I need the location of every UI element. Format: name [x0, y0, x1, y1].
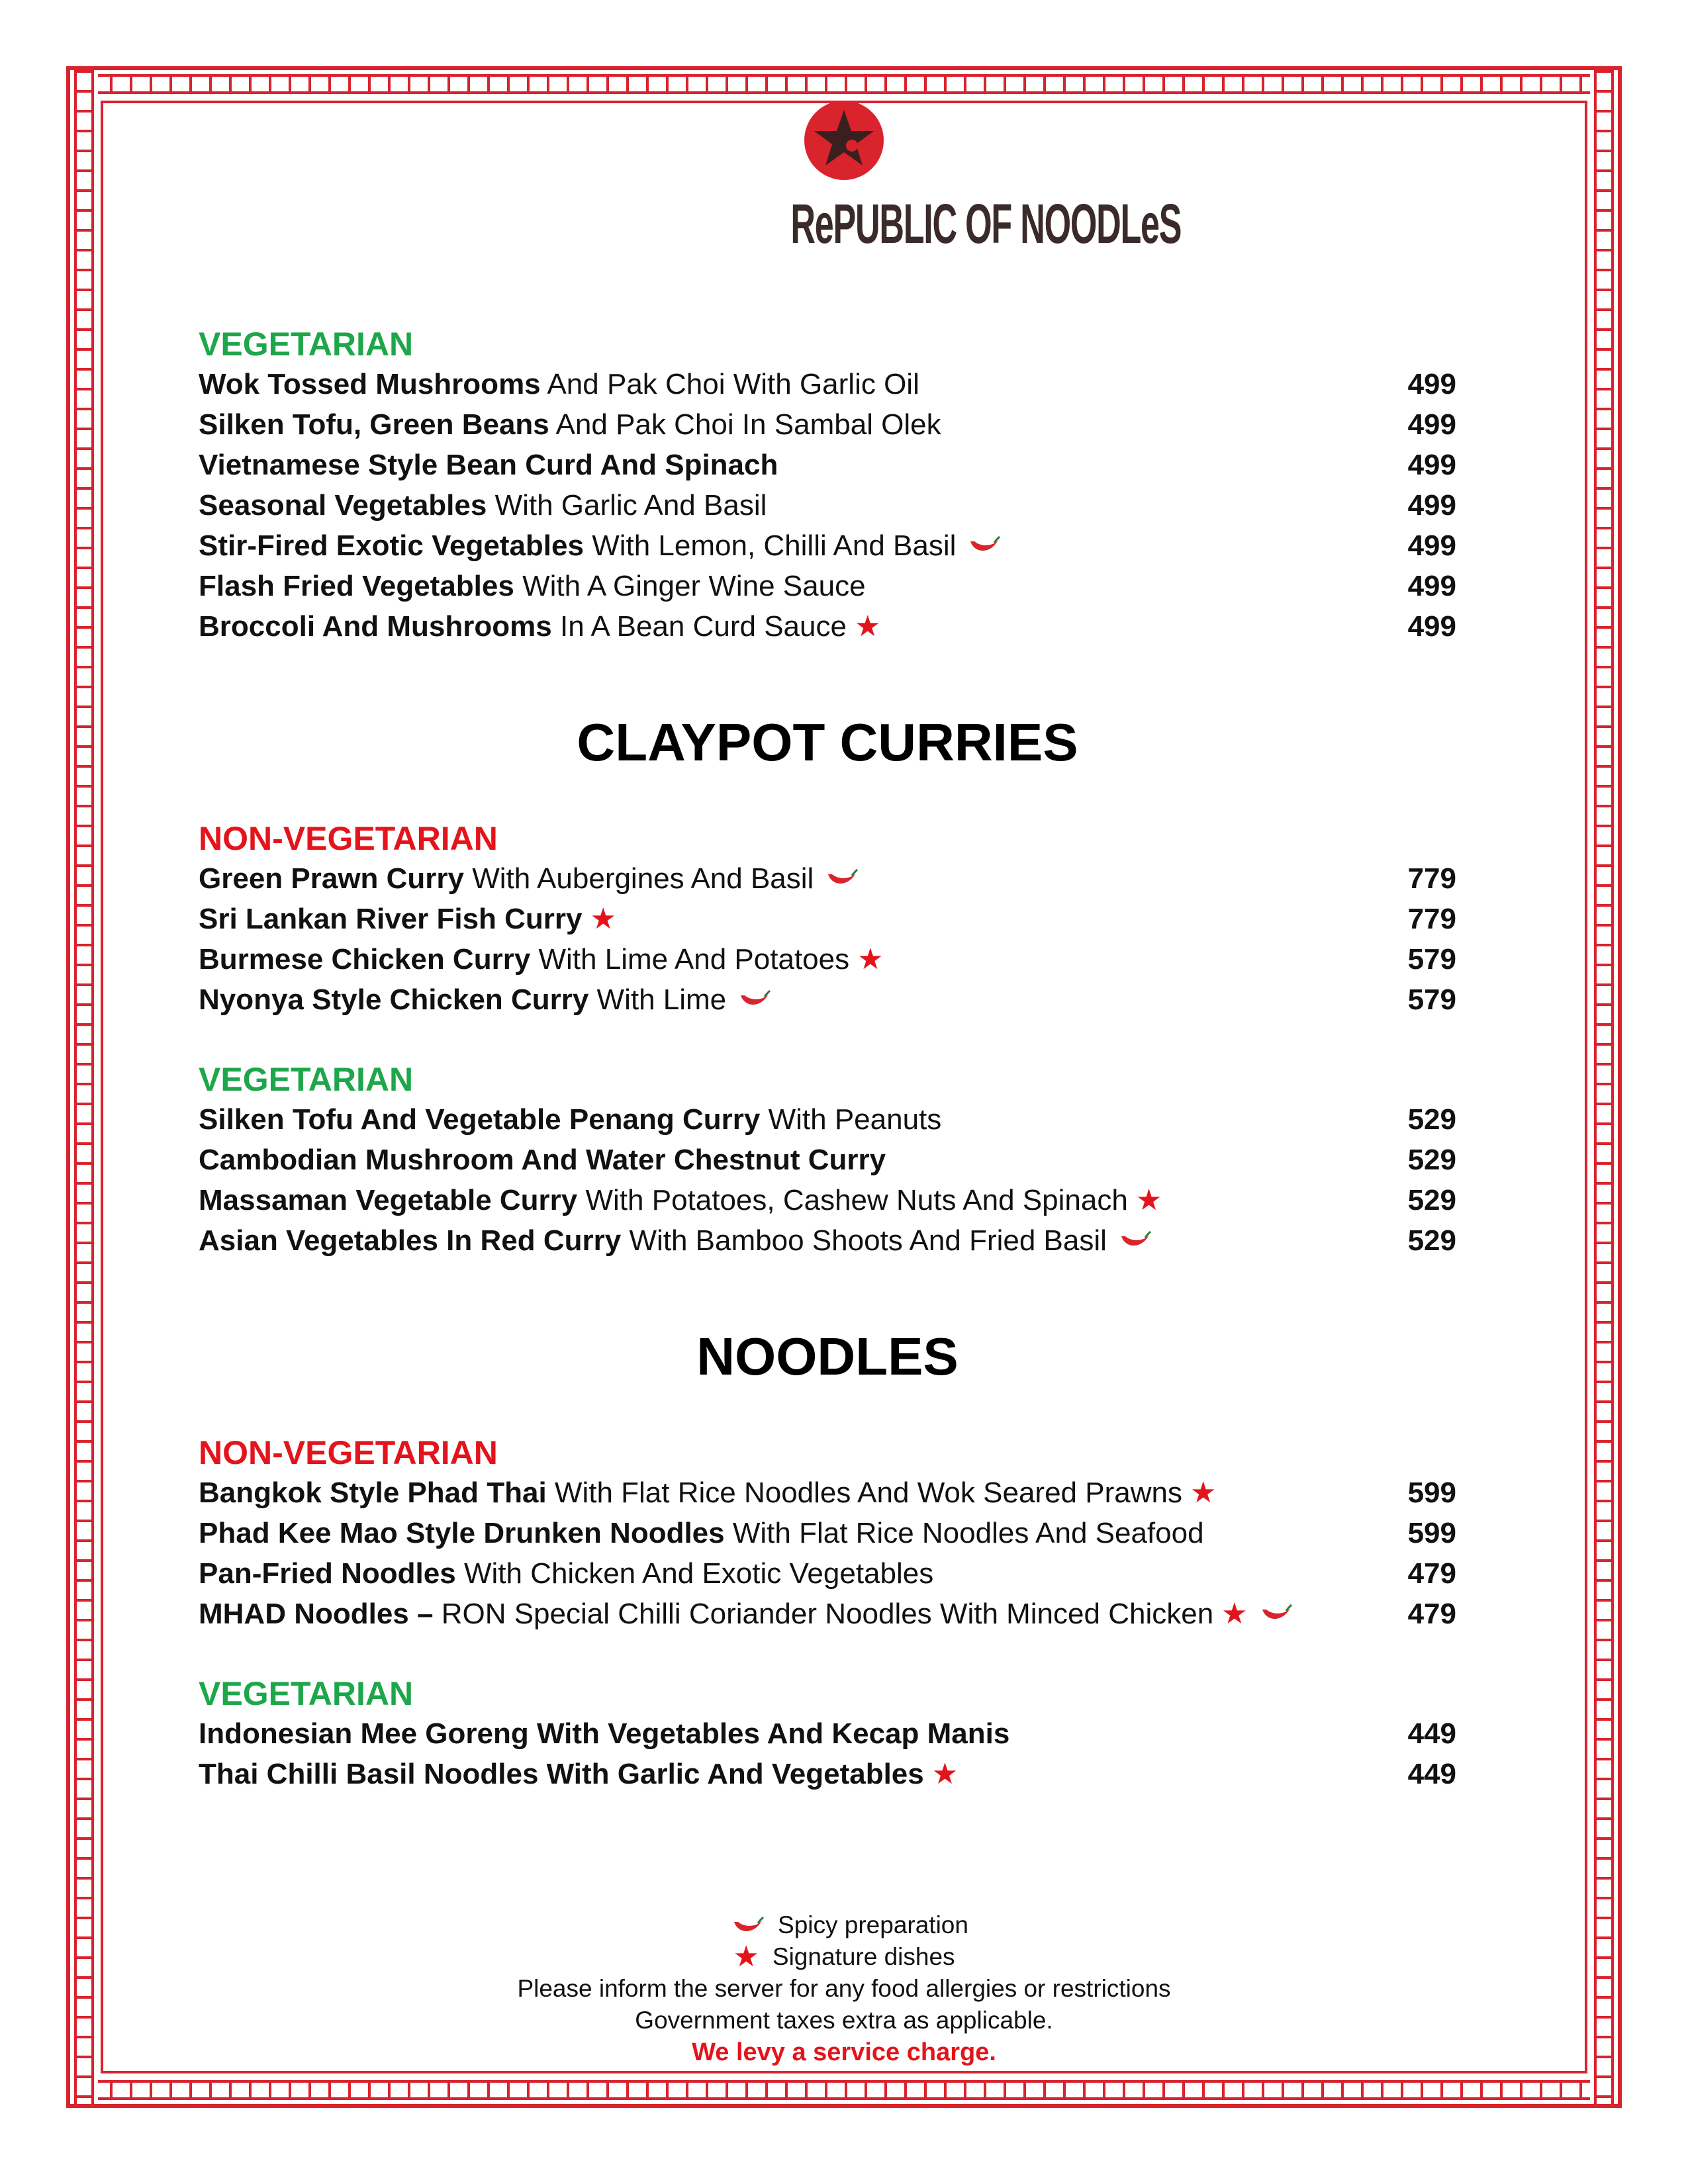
- border-left: [70, 70, 98, 2104]
- menu-item-row: [199, 1473, 1456, 1513]
- menu-item-row: [199, 1594, 1456, 1634]
- dish-price: 499: [1407, 610, 1456, 643]
- dish-name: [199, 1477, 1182, 1510]
- dish-name: [199, 1598, 1213, 1631]
- dish-name: [199, 368, 919, 401]
- allergy-note: Please inform the server for any food allergies or restrictions: [517, 1975, 1171, 2002]
- dish-name: [199, 1557, 933, 1590]
- dish-price: 529: [1407, 1103, 1456, 1136]
- star-icon: ★: [854, 610, 881, 643]
- menu-item-row: [199, 1220, 1456, 1261]
- dish-name: [199, 1224, 1107, 1257]
- menu-item-row: [199, 939, 1456, 979]
- dish-title: Stir-Fired Exotic Vegetables: [199, 529, 584, 562]
- dish-description: RON Special Chilli Coriander Noodles With Minced Chicken: [433, 1597, 1214, 1630]
- menu-item-row: [199, 1099, 1456, 1140]
- dish-description: With Potatoes, Cashew Nuts And Spinach: [577, 1183, 1128, 1216]
- dish-title: Silken Tofu And Vegetable Penang Curry: [199, 1103, 761, 1136]
- menu-item-row: [199, 1713, 1456, 1754]
- chilli-icon: [720, 1909, 765, 1941]
- dish-price: 479: [1407, 1598, 1456, 1630]
- category-heading: VEGETARIAN: [199, 1061, 414, 1098]
- logo-wordmark: RePUBLIC OF NOODLeS: [790, 193, 1182, 255]
- dish-title: Green Prawn Curry: [199, 862, 465, 895]
- dish-price: 529: [1407, 1184, 1456, 1216]
- menu-item-row: [199, 858, 1456, 899]
- menu-item-row: [199, 525, 1456, 566]
- dish-description: And Pak Choi With Garlic Oil: [540, 367, 919, 400]
- menu-item-row: [199, 1553, 1456, 1594]
- legend-signature-label: Signature dishes: [772, 1943, 955, 1970]
- section-title: NOODLES: [696, 1327, 959, 1386]
- star-icon: ★: [733, 1940, 759, 1973]
- dish-price: 499: [1407, 529, 1456, 562]
- chilli-icon: [738, 990, 771, 1010]
- dish-name: [199, 1517, 1204, 1550]
- menu-item-row: [199, 1180, 1456, 1220]
- dish-price: 479: [1407, 1557, 1456, 1590]
- star-emblem-icon: [803, 99, 885, 181]
- dish-price: 579: [1407, 983, 1456, 1016]
- dish-price: 499: [1407, 570, 1456, 602]
- menu-content: [199, 324, 1456, 1794]
- menu-item-row: [199, 485, 1456, 525]
- legend-spicy-label: Spicy preparation: [778, 1911, 968, 1938]
- dish-price: 599: [1407, 1517, 1456, 1549]
- dish-price: 599: [1407, 1477, 1456, 1509]
- menu-item-row: [199, 404, 1456, 445]
- border-right: [1590, 70, 1618, 2104]
- dish-price: 449: [1407, 1758, 1456, 1790]
- dish-description: With Aubergines And Basil: [464, 862, 814, 895]
- dish-name: [199, 903, 583, 936]
- category-heading: NON-VEGETARIAN: [199, 820, 498, 857]
- category-heading: NON-VEGETARIAN: [199, 1434, 498, 1471]
- border-top: [70, 70, 1618, 98]
- dish-price: 449: [1407, 1717, 1456, 1750]
- dish-name: [199, 1103, 941, 1136]
- menu-item-row: [199, 566, 1456, 606]
- dish-title: Wok Tossed Mushrooms: [199, 367, 541, 400]
- dish-title: Seasonal Vegetables: [199, 488, 487, 522]
- dish-title: Pan-Fried Noodles: [199, 1557, 456, 1590]
- menu-item-row: [199, 606, 1456, 647]
- dish-description: With Lime And Potatoes: [530, 942, 850, 976]
- category-heading: VEGETARIAN: [199, 1675, 414, 1712]
- star-icon: ★: [1221, 1598, 1248, 1630]
- dish-title: Cambodian Mushroom And Water Chestnut Curry: [199, 1143, 886, 1176]
- dish-name: [199, 449, 778, 482]
- menu-notes: [0, 1909, 1688, 2068]
- dish-title: MHAD Noodles –: [199, 1597, 434, 1630]
- dish-description: With Flat Rice Noodles And Seafood: [724, 1516, 1204, 1549]
- chilli-icon: [731, 1917, 765, 1936]
- dish-name: [199, 862, 814, 895]
- dish-name: [199, 1758, 924, 1791]
- dish-description: With Bamboo Shoots And Fried Basil: [621, 1224, 1107, 1257]
- star-icon: ★: [590, 903, 616, 935]
- menu-item-row: [199, 364, 1456, 404]
- dish-title: Indonesian Mee Goreng With Vegetables And Kecap Manis: [199, 1717, 1010, 1750]
- dish-price: 779: [1407, 903, 1456, 935]
- menu-item-row: [199, 1140, 1456, 1180]
- dish-name: [199, 610, 847, 643]
- dish-price: 529: [1407, 1144, 1456, 1176]
- chilli-icon: [825, 869, 859, 889]
- star-icon: ★: [931, 1758, 959, 1790]
- menu-item-row: [199, 445, 1456, 485]
- section-title: CLAYPOT CURRIES: [577, 713, 1078, 772]
- dish-title: Broccoli And Mushrooms: [199, 610, 552, 643]
- dish-description: With Chicken And Exotic Vegetables: [455, 1557, 934, 1590]
- dish-title: Bangkok Style Phad Thai: [199, 1476, 547, 1509]
- service-charge-note: We levy a service charge.: [692, 2038, 996, 2066]
- dish-title: Vietnamese Style Bean Curd And Spinach: [199, 448, 778, 481]
- dish-description: With A Ginger Wine Sauce: [514, 569, 866, 602]
- chilli-icon: [968, 536, 1001, 556]
- dish-price: 779: [1407, 862, 1456, 895]
- dish-price: 499: [1407, 408, 1456, 441]
- dish-description: With Garlic And Basil: [487, 488, 767, 522]
- dish-name: [199, 529, 956, 563]
- dish-price: 579: [1407, 943, 1456, 976]
- dish-title: Sri Lankan River Fish Curry: [199, 902, 583, 935]
- dish-name: [199, 408, 941, 441]
- dish-title: Phad Kee Mao Style Drunken Noodles: [199, 1516, 725, 1549]
- category-heading: VEGETARIAN: [199, 326, 414, 363]
- dish-name: [199, 1717, 1009, 1751]
- menu-item-row: [199, 1754, 1456, 1794]
- dish-name: [199, 1144, 886, 1177]
- dish-title: Thai Chilli Basil Noodles With Garlic And Vegetables: [199, 1757, 924, 1790]
- menu-item-row: [199, 1513, 1456, 1553]
- dish-title: Asian Vegetables In Red Curry: [199, 1224, 622, 1257]
- dish-description: With Lemon, Chilli And Basil: [583, 529, 957, 562]
- dish-title: Burmese Chicken Curry: [199, 942, 531, 976]
- dish-title: Silken Tofu, Green Beans: [199, 408, 549, 441]
- dish-name: [199, 1184, 1128, 1217]
- menu-item-row: [199, 979, 1456, 1020]
- chilli-icon: [1119, 1231, 1152, 1251]
- dish-title: Massaman Vegetable Curry: [199, 1183, 578, 1216]
- dish-title: Nyonya Style Chicken Curry: [199, 983, 589, 1016]
- dish-description: With Lime: [588, 983, 727, 1016]
- legend-spicy: [0, 1909, 1688, 1941]
- dish-description: With Flat Rice Noodles And Wok Seared Prawns: [546, 1476, 1182, 1509]
- dish-name: [199, 983, 726, 1017]
- chilli-icon: [1260, 1604, 1293, 1624]
- dish-price: 499: [1407, 489, 1456, 522]
- border-bottom: [70, 2076, 1618, 2104]
- legend-signature: [0, 1941, 1688, 1973]
- dish-name: [199, 943, 849, 976]
- dish-price: 499: [1407, 368, 1456, 400]
- star-icon: ★: [1135, 1184, 1162, 1216]
- star-icon: ★: [857, 943, 884, 976]
- dish-name: [199, 489, 767, 522]
- dish-price: 529: [1407, 1224, 1456, 1257]
- restaurant-logo: [758, 99, 1182, 255]
- dish-price: 499: [1407, 449, 1456, 481]
- dish-description: In A Bean Curd Sauce: [551, 610, 847, 643]
- dish-title: Flash Fried Vegetables: [199, 569, 514, 602]
- menu-item-row: [199, 899, 1456, 939]
- dish-description: And Pak Choi In Sambal Olek: [549, 408, 941, 441]
- dish-description: With Peanuts: [760, 1103, 942, 1136]
- dish-name: [199, 570, 866, 603]
- star-icon: ★: [1190, 1477, 1217, 1509]
- tax-note: Government taxes extra as applicable.: [635, 2007, 1053, 2034]
